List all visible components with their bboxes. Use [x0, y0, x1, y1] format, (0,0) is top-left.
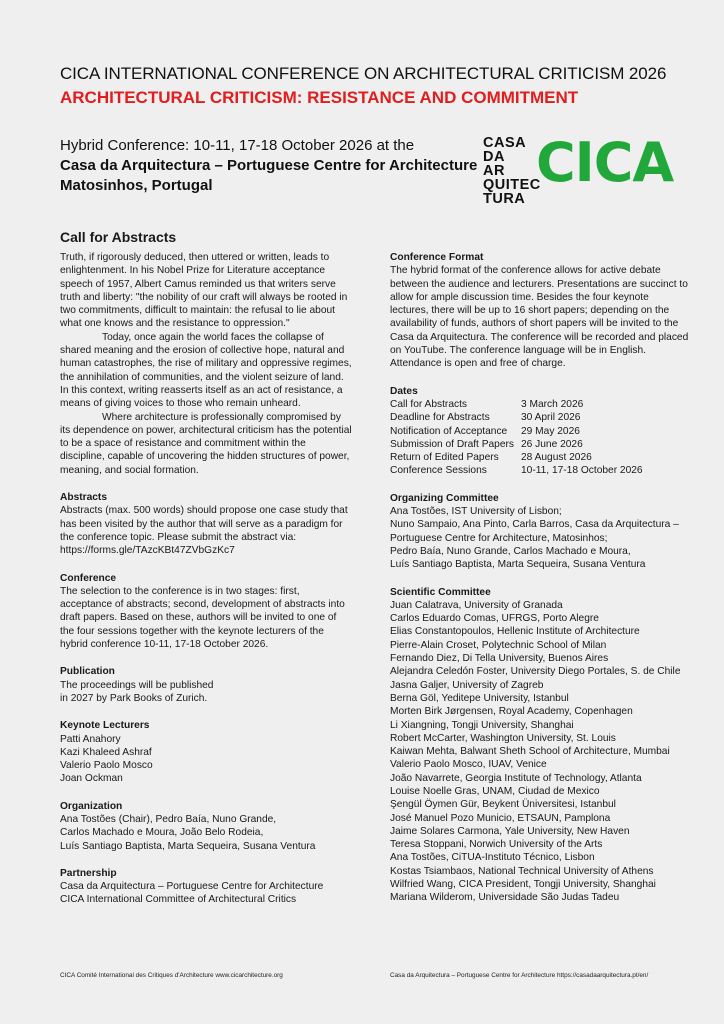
date-value: 26 June 2026	[521, 438, 583, 450]
date-row	[390, 398, 690, 411]
venue-dates: Hybrid Conference: 10-11, 17-18 October 2026 at the	[60, 137, 415, 154]
partnership-heading: Partnership	[60, 867, 117, 879]
venue-location: Matosinhos, Portugal	[60, 177, 213, 194]
scientific-member: Wilfried Wang, CICA President, Tongji University, Shanghai	[390, 879, 656, 891]
scientific-member: Şengül Öymen Gür, Beykent Üniversitesi, Istanbul	[390, 799, 616, 811]
publication-line: in 2027 by Park Books of Zurich.	[60, 692, 208, 704]
scientific-member: Ana Tostões, CiTUA-Instituto Técnico, Lisbon	[390, 852, 595, 864]
venue-name: Casa da Arquitectura – Portuguese Centre for Architecture	[60, 157, 478, 174]
logo-line: QUITEC	[483, 177, 541, 193]
organization-line: Luís Santiago Baptista, Marta Sequeira, Susana Ventura	[60, 840, 316, 852]
scientific-member: Louise Noelle Gras, UNAM, Ciudad de Mexico	[390, 785, 600, 797]
date-label: Submission of Draft Papers	[390, 438, 515, 450]
date-label: Conference Sessions	[390, 465, 487, 477]
venue-block	[60, 136, 477, 196]
scientific-member: Morten Birk Jørgensen, Royal Academy, Copenhagen	[390, 706, 633, 718]
scientific-member: Berna Göl, Yeditepe University, Istanbul	[390, 692, 569, 704]
organizing-line: Nuno Sampaio, Ana Pinto, Carla Barros, Casa da Arquitectura –	[390, 519, 679, 531]
keynote-heading: Keynote Lecturers	[60, 720, 150, 732]
call-paragraph-1: Truth, if rigorously deduced, then uttered or written, leads to enlightenment. In his Nobel Prize for Literature acceptance speech of 1957, Albert Camus reminded us that writers serve truth and liberty: "the nobility of our craft will always be rooted in two commitments, difficult to maintain: the refusal to lie about what one knows and the resistance to oppression."	[60, 252, 348, 330]
footer-casa: Casa da Arquitectura – Portuguese Centre for Architecture https://casadaarquitectura.pt/en/	[390, 972, 649, 979]
organizing-line: Portuguese Centre for Architecture, Matosinhos;	[390, 532, 608, 544]
scientific-member: José Manuel Pozo Municio, ETSAUN, Pamplona	[390, 812, 611, 824]
organizing-heading: Organizing Committee	[390, 492, 499, 504]
keynote-name: Kazi Khaleed Ashraf	[60, 746, 152, 758]
scientific-member: Valerio Paolo Mosco, IUAV, Venice	[390, 759, 547, 771]
keynote-name: Patti Anahory	[60, 733, 121, 745]
organizing-line: Luís Santiago Baptista, Marta Sequeira, Susana Ventura	[390, 559, 646, 571]
partnership-line: CICA International Committee of Architectural Critics	[60, 894, 297, 906]
date-row	[390, 411, 690, 424]
right-column	[390, 251, 690, 905]
publication-heading: Publication	[60, 666, 115, 678]
format-heading: Conference Format	[390, 252, 484, 263]
cica-logo: CICA	[536, 131, 674, 194]
conference-heading: Conference	[60, 572, 117, 584]
date-label: Call for Abstracts	[390, 398, 467, 410]
date-row	[390, 451, 690, 464]
left-column	[60, 251, 352, 907]
organization-line: Ana Tostões (Chair), Pedro Baía, Nuno Grande,	[60, 813, 277, 825]
organizing-line: Ana Tostões, IST University of Lisbon;	[390, 506, 562, 518]
organization-line: Carlos Machado e Moura, João Belo Rodeia,	[60, 827, 264, 839]
scientific-member: Li Xiangning, Tongji University, Shanghai	[390, 719, 574, 731]
date-value: 30 April 2026	[521, 412, 581, 424]
footer-cica: CICA Comité International des Critiques d'Architecture www.cicarchitecture.org	[60, 972, 283, 979]
organizing-line: Pedro Baía, Nuno Grande, Carlos Machado e Moura,	[390, 545, 631, 557]
scientific-heading: Scientific Committee	[390, 586, 491, 598]
abstracts-link[interactable]: https://forms.gle/TAzcKBt47ZVbGzKc7	[60, 545, 235, 557]
date-row	[390, 425, 690, 438]
conference-title: CICA INTERNATIONAL CONFERENCE ON ARCHITECTURAL CRITICISM 2026	[60, 64, 667, 83]
logo-line: DA AR	[483, 149, 505, 179]
dates-heading: Dates	[390, 385, 418, 397]
date-label: Notification of Acceptance	[390, 425, 508, 437]
date-label: Return of Edited Papers	[390, 452, 499, 464]
scientific-member: Juan Calatrava, University of Granada	[390, 599, 563, 611]
date-row	[390, 438, 690, 451]
scientific-member: Kaiwan Mehta, Balwant Sheth School of Architecture, Mumbai	[390, 746, 670, 758]
scientific-member: Jasna Galjer, University of Zagreb	[390, 679, 544, 691]
scientific-member: Kostas Tsiambaos, National Technical University of Athens	[390, 865, 654, 877]
conference-text: The selection to the conference is in two stages: first, acceptance of abstracts; second, development of abstracts into draft papers. Based on these, authors will be invited to one of the four sessions together with the keynote lecturers of the hybrid conference 10-11, 17-18 October 2026.	[60, 585, 345, 651]
keynote-name: Joan Ockman	[60, 773, 123, 785]
call-paragraph-3: Where architecture is professionally compromised by its dependence on power, architectural criticism has the potential to be a space of resistance and commitment within the discipline, capable of uncovering the hidden structures of power, meaning, and social formation.	[60, 411, 352, 476]
date-value: 3 March 2026	[521, 398, 584, 410]
scientific-member: Mariana Wilderom, Universidade São Judas Tadeu	[390, 892, 620, 904]
call-paragraph-2: Today, once again the world faces the collapse of shared meaning and the erosion of collective hope, natural and human catastrophes, the rise of military and oppressive regimes, the annihilation of communities, and the violent seizure of land. In this context, writing reasserts itself as an act of resistance, a means of giving voices to those who remain unheard.	[60, 331, 352, 410]
publication-line: The proceedings will be published	[60, 679, 214, 691]
abstracts-text: Abstracts (max. 500 words) should propose one case study that has been visited by the author that will serve as a paradigm for the conference topic. Please submit the abstract via:	[60, 505, 348, 543]
casa-da-arquitectura-logo	[483, 135, 541, 207]
scientific-member: Robert McCarter, Washington University, St. Louis	[390, 732, 616, 744]
call-for-abstracts-heading: Call for Abstracts	[60, 229, 177, 245]
conference-subtitle: ARCHITECTURAL CRITICISM: RESISTANCE AND COMMITMENT	[60, 88, 579, 107]
scientific-member: Teresa Stoppani, Norwich University of the Arts	[390, 839, 603, 851]
logo-line: CASA	[483, 135, 527, 151]
scientific-member: Jaime Solares Carmona, Yale University, New Haven	[390, 825, 630, 837]
scientific-member: Fernando Diez, Di Tella University, Buenos Aires	[390, 653, 609, 665]
format-text: The hybrid format of the conference allows for active debate between the audience and lecturers. Presentations are succinct to allow for ample discussion time. Besides the four keynote lectures, there will be up to 16 short papers; depending on the availability of funds, authors of short papers will be invited to the Casa da Arquitectura. The conference will be recorded and placed on YouTube. The conference language will be in English. Attendance is open and free of charge.	[390, 265, 689, 370]
date-value: 28 August 2026	[521, 452, 592, 464]
date-row	[390, 464, 690, 477]
organization-heading: Organization	[60, 800, 123, 812]
scientific-member: Alejandra Celedón Foster, University Diego Portales, S. de Chile	[390, 666, 681, 678]
scientific-member: Carlos Eduardo Comas, UFRGS, Porto Alegre	[390, 613, 599, 625]
logo-line: TURA	[483, 191, 526, 207]
abstracts-heading: Abstracts	[60, 492, 107, 504]
date-value: 10-11, 17-18 October 2026	[521, 465, 643, 477]
scientific-member: Pierre-Alain Croset, Polytechnic School of Milan	[390, 639, 607, 651]
scientific-member: João Navarrete, Georgia Institute of Technology, Atlanta	[390, 772, 642, 784]
date-value: 29 May 2026	[521, 425, 580, 437]
scientific-member: Elias Constantopoulos, Hellenic Institute of Architecture	[390, 626, 640, 638]
date-label: Deadline for Abstracts	[390, 412, 490, 424]
keynote-name: Valerio Paolo Mosco	[60, 760, 153, 772]
partnership-line: Casa da Arquitectura – Portuguese Centre for Architecture	[60, 881, 324, 893]
